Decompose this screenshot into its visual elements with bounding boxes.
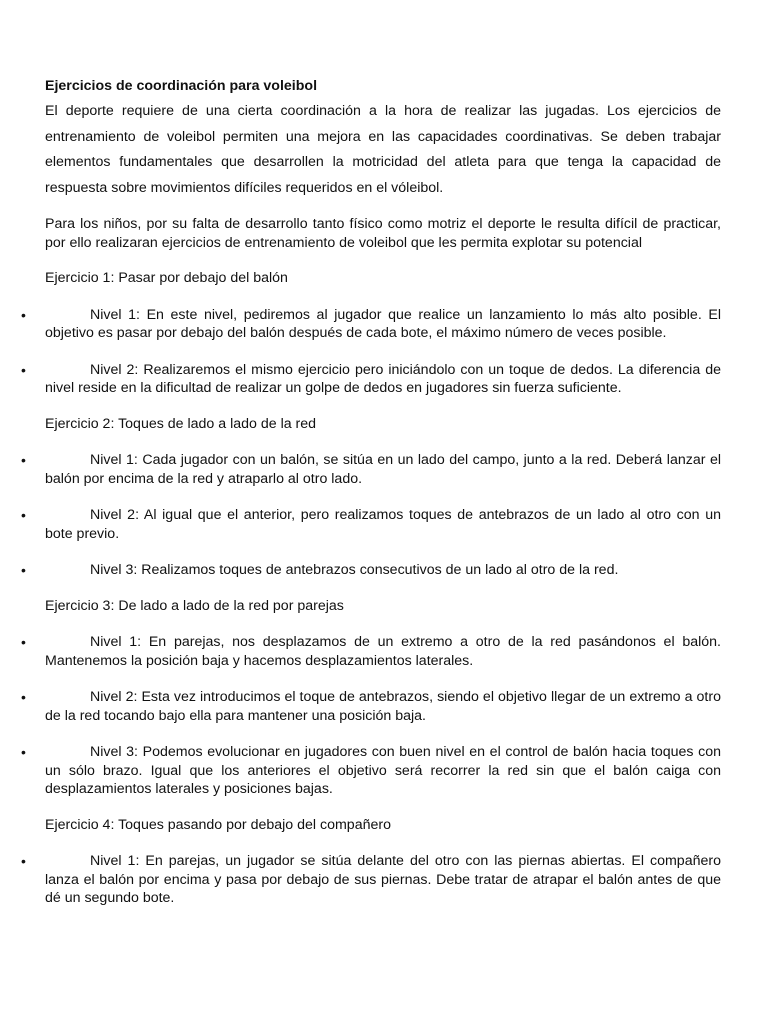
list-item <box>21 561 721 580</box>
bullet-icon: • <box>21 361 26 378</box>
bullet-icon: • <box>21 634 26 650</box>
bullet-icon: • <box>21 689 26 705</box>
bullet-icon: • <box>21 853 26 869</box>
list-item <box>21 852 721 908</box>
list-item <box>21 451 721 488</box>
exercise-title: Ejercicio 3: De lado a lado de la red por parejas <box>45 597 344 614</box>
exercise-title: Ejercicio 2: Toques de lado a lado de la red <box>45 415 317 432</box>
exercise-levels-list <box>21 633 721 799</box>
bullet-icon: • <box>21 744 26 760</box>
level-text: Nivel 2: Realizaremos el mismo ejercicio pero iniciándolo con un toque de dedos. La diferencia de nivel reside en la dificultad de realizar un golpe de dedos en jugadores sin fuerza suficiente. <box>45 361 721 396</box>
list-item <box>21 306 721 343</box>
exercise-levels-list <box>21 451 721 580</box>
level-text: Nivel 2: Al igual que el anterior, pero realizamos toques de antebrazos de un lado al otro con un bote previo. <box>45 507 721 542</box>
exercise-levels-list <box>21 852 721 908</box>
list-item <box>21 633 721 670</box>
exercise-levels-list <box>21 306 721 398</box>
list-item <box>21 688 721 725</box>
bullet-icon: • <box>21 452 26 468</box>
list-item <box>21 743 721 799</box>
level-text: Nivel 3: Podemos evolucionar en jugadores con buen nivel en el control de balón hacia toques con un sólo brazo. Igual que los anteriores el objetivo será recorrer la red sin que el balón caiga con desplazamientos laterales y posiciones bajas. <box>45 744 721 797</box>
list-item <box>21 361 721 398</box>
bullet-icon: • <box>21 306 26 323</box>
level-text: Nivel 3: Realizamos toques de antebrazos consecutivos de un lado al otro de la red. <box>90 562 619 578</box>
level-text: Nivel 2: Esta vez introducimos el toque de antebrazos, siendo el objetivo llegar de un extremo a otro de la red tocando bajo ella para mantener una posición baja. <box>45 689 721 724</box>
list-item <box>21 506 721 543</box>
level-text: Nivel 1: En este nivel, pediremos al jugador que realice un lanzamiento lo más alto posible. El objetivo es pasar por debajo del balón después de cada bote, el máximo número de veces posible. <box>45 306 721 341</box>
bullet-icon: • <box>21 562 26 578</box>
document-title: Ejercicios de coordinación para voleibol <box>45 78 318 94</box>
level-text: Nivel 1: En parejas, un jugador se sitúa delante del otro con las piernas abiertas. El compañero lanza el balón por encima y pasa por debajo de sus piernas. Debe tratar de atrapar el balón antes de que dé un segundo bote. <box>45 853 721 906</box>
level-text: Nivel 1: Cada jugador con un balón, se sitúa en un lado del campo, junto a la red. Deberá lanzar el balón por encima de la red y atraparlo al otro lado. <box>45 452 721 487</box>
exercise-title: Ejercicio 1: Pasar por debajo del balón <box>45 270 288 286</box>
intro-paragraph: El deporte requiere de una cierta coordinación a la hora de realizar las jugadas. Los ejercicios de entrenamiento de voleibol permiten una mejora en las capacidades coordinativas. Se deben trabajar elementos fundamentales que desarrollen la motricidad del atleta para que tenga la capacidad de respuesta sobre movimientos difíciles requeridos en el vóleibol. <box>45 103 721 196</box>
level-text: Nivel 1: En parejas, nos desplazamos de un extremo a otro de la red pasándonos el balón. Mantenemos la posición baja y hacemos desplazamientos laterales. <box>45 634 721 669</box>
document-body <box>21 76 721 908</box>
bullet-icon: • <box>21 507 26 523</box>
exercise-title: Ejercicio 4: Toques pasando por debajo del compañero <box>45 816 391 833</box>
children-paragraph: Para los niños, por su falta de desarrollo tanto físico como motriz el deporte le resulta difícil de practicar, por ello realizaran ejercicios de entrenamiento de voleibol que les permita explotar su potencial <box>45 216 721 251</box>
